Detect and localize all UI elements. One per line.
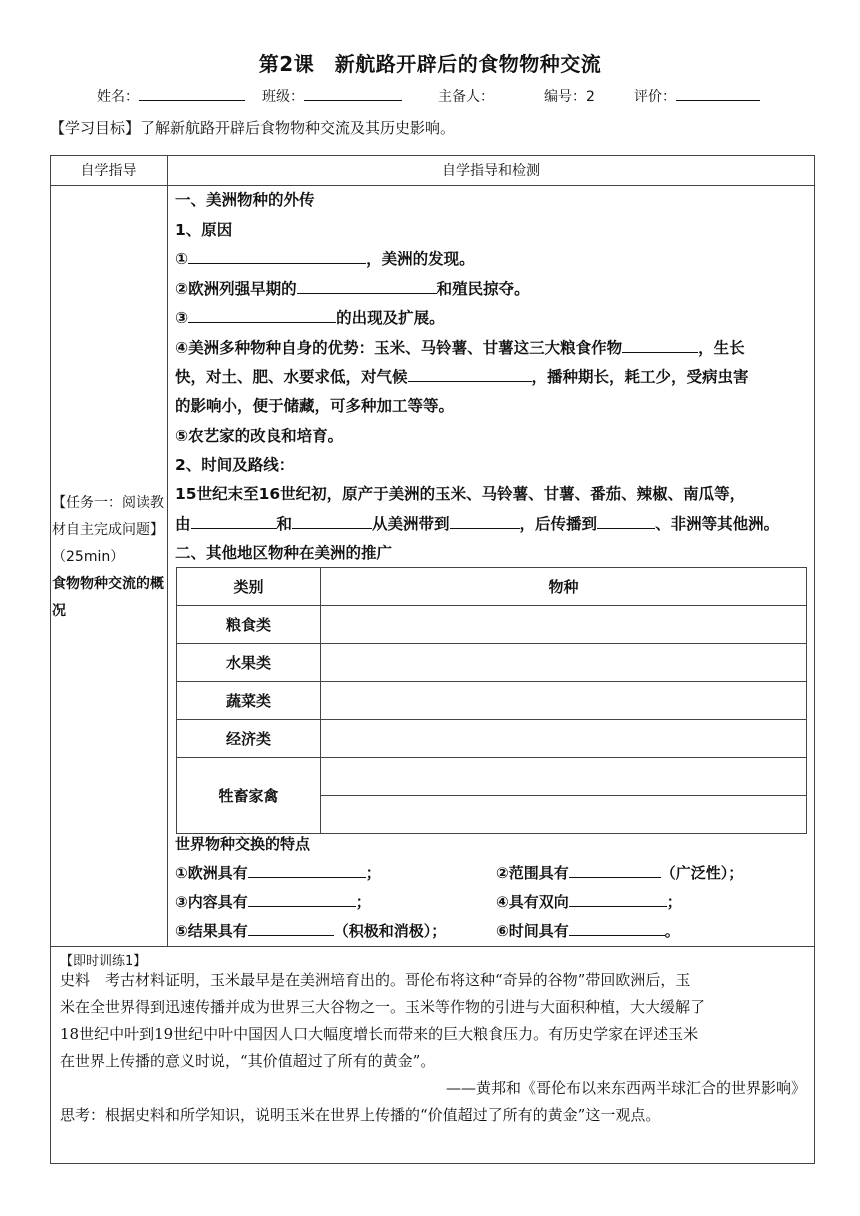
- thinking-question: 思考：根据史料和所学知识，说明玉米在世界上传播的“价值超过了所有的黄金”这一观点。: [60, 1106, 661, 1124]
- reason4-blank2[interactable]: [408, 366, 532, 382]
- feature-5-label: ⑤结果具有: [175, 922, 248, 940]
- name-label: 姓名：: [97, 89, 139, 105]
- feature-2-blank[interactable]: [569, 862, 661, 878]
- reason3-suffix: 的出现及扩展。: [336, 309, 445, 327]
- passage-line-3: 18世纪中叶到19世纪中叶中国因人口大幅度增长而带来的巨大粮食压力。有历史学家在评述玉米: [60, 1025, 699, 1043]
- species-table: [176, 567, 807, 834]
- reason-4-line2: [175, 365, 749, 387]
- reason4-a: ④美洲多种物种自身的优势：玉米、马铃薯、甘薯这三大粮食作物: [175, 339, 623, 357]
- class-blank[interactable]: [304, 86, 402, 101]
- feature-6-blank[interactable]: [569, 920, 665, 936]
- route-blank1[interactable]: [191, 513, 277, 529]
- route-b4: ，后传播到: [519, 515, 598, 533]
- task-label: 【任务一：阅读教材自主完成问题】（25min）: [52, 495, 164, 565]
- table-row: [177, 644, 807, 682]
- reason-2: [175, 277, 530, 299]
- feature-6-label: ⑥时间具有: [496, 922, 569, 940]
- col-species: 物种: [321, 568, 807, 606]
- feature-1-blank[interactable]: [248, 862, 366, 878]
- feature-5-blank[interactable]: [248, 920, 334, 936]
- feature-4-end: ；: [666, 893, 682, 911]
- col-category: 类别: [177, 568, 321, 606]
- feature-1-label: ①欧洲具有: [175, 864, 248, 882]
- feature-1: [175, 862, 381, 883]
- route-b5: 、非洲等其他洲。: [655, 515, 780, 533]
- feature-4-label: ④具有双向: [496, 893, 569, 911]
- feature-5-end: （积极和消极）；: [333, 922, 447, 940]
- species-input-vegetable[interactable]: [321, 682, 807, 720]
- reason2-blank[interactable]: [297, 278, 437, 294]
- feature-4-blank[interactable]: [569, 891, 667, 907]
- header-guidance: 自学指导和检测: [442, 163, 540, 179]
- reason-5: ⑤农艺家的改良和培育。: [175, 427, 344, 445]
- reason-4-line3: 的影响小，便于储藏，可多种加工等等。: [175, 397, 455, 415]
- feature-2-end: （广泛性）；: [660, 864, 744, 882]
- category-grain: 粮食类: [177, 606, 321, 644]
- eval-label: 评价：: [634, 89, 676, 105]
- feature-2: [496, 862, 743, 883]
- passage-line-2: 米在全世界得到迅速传播并成为世界三大谷物之一。玉米等作物的引进与大面积种植，大大缓解了: [60, 998, 706, 1016]
- reason2-prefix: ②欧洲列强早期的: [175, 280, 297, 298]
- task-cell: [52, 490, 164, 625]
- task-topic: 食物物种交流的概况: [52, 576, 164, 619]
- reason2-suffix: 和殖民掠夺。: [436, 280, 530, 298]
- reason-1: [175, 247, 475, 269]
- route-blank4[interactable]: [597, 513, 655, 529]
- student-info-row: [0, 86, 860, 110]
- training-passage: [60, 967, 810, 1129]
- class-label: 班级：: [262, 89, 304, 105]
- table-row: [177, 758, 807, 796]
- section2-heading: 二、其他地区物种在美洲的推广: [175, 544, 393, 562]
- learning-goal: 【学习目标】了解新航路开辟后食物物种交流及其历史影响。: [50, 119, 456, 137]
- feature-3-end: ；: [355, 893, 371, 911]
- reason1-suffix: ，美洲的发现。: [366, 250, 475, 268]
- route-blank2[interactable]: [292, 513, 372, 529]
- features-heading: 世界物种交换的特点: [175, 835, 311, 853]
- route-blank3[interactable]: [450, 513, 520, 529]
- section1-heading: 一、美洲物种的外传: [175, 191, 315, 209]
- reason1-blank[interactable]: [188, 248, 366, 264]
- table-row: [177, 606, 807, 644]
- table-row: [177, 720, 807, 758]
- category-vegetable: 蔬菜类: [177, 682, 321, 720]
- feature-6-end: 。: [664, 922, 680, 940]
- name-blank[interactable]: [139, 86, 245, 101]
- page-title: 第2课 新航路开辟后的食物物种交流: [258, 52, 602, 76]
- reason3-prefix: ③: [175, 309, 189, 327]
- category-fruit: 水果类: [177, 644, 321, 682]
- reason4-d: ，播种期长，耗工少，受病虫害: [531, 368, 749, 386]
- species-header-row: [177, 568, 807, 606]
- name-field[interactable]: [97, 86, 139, 106]
- feature-6: [496, 920, 680, 941]
- species-input-fruit[interactable]: [321, 644, 807, 682]
- feature-3-blank[interactable]: [248, 891, 356, 907]
- feature-4: [496, 891, 682, 912]
- passage-source: ——黄邦和《哥伦布以来东西两半球汇合的世界影响》: [445, 1079, 806, 1097]
- category-livestock: 牲畜家禽: [177, 758, 321, 834]
- training-label: 【即时训练1】: [60, 954, 147, 969]
- number-label: 编号：2: [544, 89, 595, 105]
- feature-2-label: ②范围具有: [496, 864, 569, 882]
- species-input-livestock-1[interactable]: [321, 758, 807, 796]
- reason-4-line1: [175, 336, 745, 358]
- feature-5: [175, 920, 446, 941]
- reason4-blank1[interactable]: [622, 337, 698, 353]
- feature-3-label: ③内容具有: [175, 893, 248, 911]
- route-b1: 由: [175, 515, 191, 533]
- reason4-c: 快，对土、肥、水要求低，对气候: [175, 368, 408, 386]
- eval-field[interactable]: [634, 86, 676, 106]
- feature-1-end: ；: [365, 864, 381, 882]
- feature-3: [175, 891, 371, 912]
- species-input-economic[interactable]: [321, 720, 807, 758]
- category-economic: 经济类: [177, 720, 321, 758]
- class-field[interactable]: [262, 86, 304, 106]
- reason1-prefix: ①: [175, 250, 189, 268]
- species-input-livestock-2[interactable]: [321, 796, 807, 834]
- eval-blank[interactable]: [676, 86, 760, 101]
- passage-line-1: 史料 考古材料证明，玉米最早是在美洲培育出的。哥伦布将这种“奇异的谷物”带回欧洲后，玉: [60, 971, 691, 989]
- column-divider: [167, 155, 168, 947]
- reason-3: [175, 306, 445, 328]
- species-input-grain[interactable]: [321, 606, 807, 644]
- reason4-b: ，生长: [698, 339, 745, 357]
- table-row: [177, 682, 807, 720]
- training-divider: [50, 946, 815, 947]
- preparer-label: 主备人：: [438, 89, 494, 105]
- section1-sub1: 1、原因: [175, 221, 233, 239]
- reason3-blank[interactable]: [188, 307, 336, 323]
- route-line1: 15世纪末至16世纪初，原产于美洲的玉米、马铃薯、甘薯、番茄、辣椒、南瓜等，: [175, 485, 746, 503]
- route-b2: 和: [276, 515, 293, 533]
- header-self-study: 自学指导: [80, 163, 137, 179]
- header-divider: [50, 185, 815, 186]
- route-b3: 从美洲带到: [372, 515, 450, 533]
- route-line2: [175, 512, 779, 534]
- section1-sub2: 2、时间及路线：: [175, 456, 295, 474]
- passage-line-4: 在世界上传播的意义时说，“其价值超过了所有的黄金”。: [60, 1052, 436, 1070]
